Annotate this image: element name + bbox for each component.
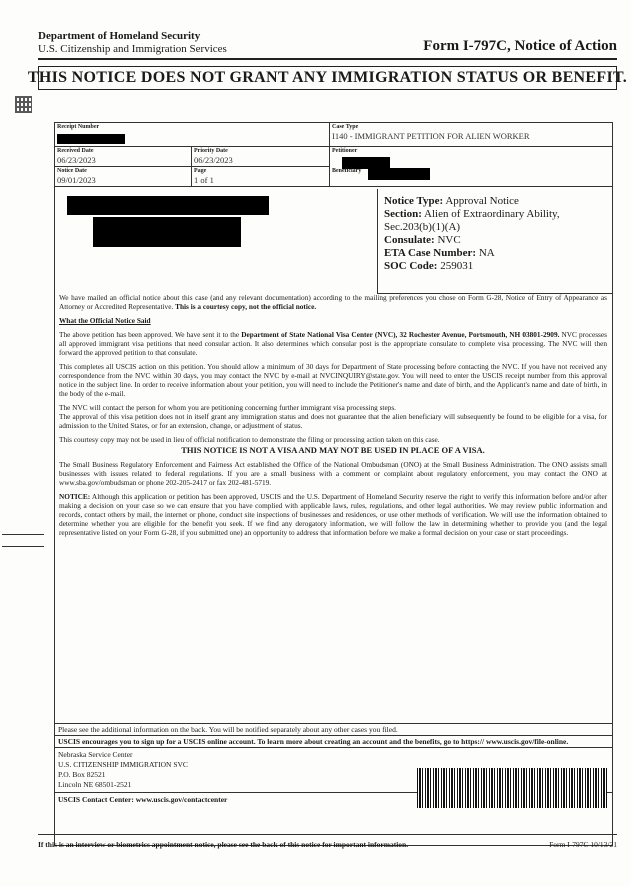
paragraph-text: The NVC will contact the person for whom you are petitioning concerning further immigrant visa processing steps. <box>59 403 396 412</box>
online-account-note: USCIS encourages you to sign up for a USCIS online account. To learn more about creating an account and the benefits, go to https:// www.uscis.gov/file-online. <box>55 736 612 748</box>
status-banner: THIS NOTICE DOES NOT GRANT ANY IMMIGRATION STATUS OR BENEFIT. <box>38 66 617 90</box>
case-type-label: Case Type <box>332 124 359 130</box>
received-date-value: 06/23/2023 <box>57 155 96 165</box>
petitioner-cell <box>330 147 612 167</box>
notice-body <box>59 293 607 542</box>
additional-info: Please see the additional information on the back. You will be notified separately about any other cases you filed. <box>55 724 612 736</box>
redaction <box>93 217 241 247</box>
section-heading: What the Official Notice Said <box>59 316 151 325</box>
page-cell <box>192 167 330 187</box>
paragraph: This courtesy copy may not be used in lieu of official notification to demonstrate the filing or processing action taken on this case. <box>59 435 440 444</box>
paragraph <box>59 492 607 537</box>
paragraph-text: The above petition has been approved. We have sent it to the <box>59 330 242 339</box>
visa-warning: THIS NOTICE IS NOT A VISA AND MAY NOT BE USED IN PLACE OF A VISA. <box>181 445 485 455</box>
paragraph <box>59 293 607 311</box>
priority-date-value: 06/23/2023 <box>194 155 233 165</box>
paragraph: This completes all USCIS action on this petition. You should allow a minimum of 30 days for Department of State processing before contacting the NVC. If you have not received any correspondence from the NVC within 30 days, you may contact the NVC by e-mail at NVCINQUIRY@state.gov. You will need to enter the USCIS receipt number from this approval notice in the subject line. In order to receive information about your petition, you will need to include the Petitioner's name and date of birth, and the Applicant's name and date of birth, in the body of the e-mail. <box>59 362 607 398</box>
header-rule <box>38 58 617 60</box>
notice-frame <box>54 122 613 846</box>
form-id: Form I-797C 10/13/21 <box>549 840 617 849</box>
notice-type-label: Notice Type: <box>384 195 444 207</box>
priority-date-cell <box>192 147 330 167</box>
received-date-cell <box>55 147 192 167</box>
receipt-number-cell <box>55 123 330 147</box>
eta-label: ETA Case Number: <box>384 247 477 259</box>
form-title: Form I-797C, Notice of Action <box>423 38 617 54</box>
address-line: U.S. CITIZENSHIP IMMIGRATION SVC <box>58 760 188 769</box>
subagency-name: U.S. Citizenship and Immigration Services <box>38 43 227 55</box>
soc-label: SOC Code: <box>384 260 438 272</box>
paragraph-text: NVC processes all approved immigrant visa petitions that need consular action. It also determines which consular post is the appropriate consulate to complete visa processing. The NVC will then forward the approved petition to that consulate. <box>59 330 607 357</box>
notice-date-label: Notice Date <box>57 168 87 174</box>
notice-type-value: Approval Notice <box>445 195 519 207</box>
contact-center: USCIS Contact Center: www.uscis.gov/contactcenter <box>55 792 612 806</box>
agency-name: Department of Homeland Security <box>38 30 201 42</box>
margin-mark <box>2 546 44 547</box>
courtesy-copy-note: This is a courtesy copy, not the official notice. <box>175 302 317 311</box>
section-label: Section: <box>384 208 422 220</box>
paragraph-text: The approval of this visa petition does not in itself grant any immigration status and does not guarantee that the alien beneficiary will subsequently be found to be eligible for a visa, for admission to the United States, or for an extension, change, or adjustment of status. <box>59 412 607 430</box>
agency-header <box>38 30 227 56</box>
paragraph <box>59 403 607 430</box>
address-line: P.O. Box 82521 <box>58 770 106 779</box>
notice-summary <box>384 195 609 273</box>
margin-mark <box>2 534 44 535</box>
case-type-value: I140 - IMMIGRANT PETITION FOR ALIEN WORKER <box>332 131 530 141</box>
redaction <box>57 134 125 144</box>
notice-date-cell <box>55 167 192 187</box>
eta-value: NA <box>478 247 495 259</box>
page-value: 1 of 1 <box>194 175 214 185</box>
beneficiary-cell <box>330 167 612 187</box>
soc-value: 259031 <box>440 260 474 272</box>
paragraph <box>59 330 607 357</box>
consulate-label: Consulate: <box>384 234 435 246</box>
paragraph-text: We have mailed an official notice about this case (and any relevant documentation) according to the mailing preferences you chose on Form G-28, Notice of Entry of Appearance as Attorney or Accredited Representative. <box>59 293 607 311</box>
notice-date-value: 09/01/2023 <box>57 175 96 185</box>
section-value: Alien of Extraordinary Ability, Sec.203(b)(1)(A) <box>384 208 560 233</box>
notice-label: NOTICE: <box>59 492 91 501</box>
beneficiary-label: Beneficiary <box>332 168 362 174</box>
paragraph: The Small Business Regulatory Enforcement and Fairness Act established the Office of the National Ombudsman (ONO) at the Small Business Administration. The ONO assists small businesses with issues related to federal regulations. If you are a small business with a comment or complaint about regulatory enforcement, you may contact the ONO at www.sba.gov/ombudsman or phone 202-205-2417 or fax 202-481-5719. <box>59 460 607 487</box>
consulate-value: NVC <box>437 234 461 246</box>
footer <box>38 840 617 849</box>
page-label: Page <box>194 168 207 174</box>
petitioner-label: Petitioner <box>332 148 358 154</box>
case-type-cell <box>330 123 612 147</box>
address-line: Lincoln NE 68501-2521 <box>58 780 132 789</box>
nvc-address: Department of State National Visa Center (NVC), 32 Rochester Avenue, Portsmouth, NH 03801-2909. <box>241 330 560 339</box>
address-line: Nebraska Service Center <box>58 750 133 759</box>
barcode-icon <box>417 768 607 808</box>
received-date-label: Received Date <box>57 148 94 154</box>
priority-date-label: Priority Date <box>194 148 228 154</box>
footer-note: If this is an interview or biometrics appointment notice, please see the back of this notice for important information. <box>38 840 409 849</box>
receipt-number-label: Receipt Number <box>57 124 100 130</box>
redaction <box>67 196 269 215</box>
paragraph-text: Although this application or petition has been approved, USCIS and the U.S. Department of Homeland Security reserve the right to verify this information before and/or after making a decision on your case so we can ensure that you have complied with applicable laws, rules, regulations, and other legal authorities. We may review public information and records, contact others by mail, the internet or phone, conduct site inspections of businesses and residences, or use other methods of verification. We will use the information obtained to determine whether you are eligible for the benefit you seek. If we find any derogatory information, we will follow the law in determining whether to provide you (and the legal representative listed on your Form G-28, if you submitted one) an opportunity to address that information before we make a formal decision on your case or start proceedings. <box>59 492 607 537</box>
footer-rule <box>38 834 617 835</box>
redaction <box>368 168 430 180</box>
qr-code-icon <box>15 96 32 113</box>
